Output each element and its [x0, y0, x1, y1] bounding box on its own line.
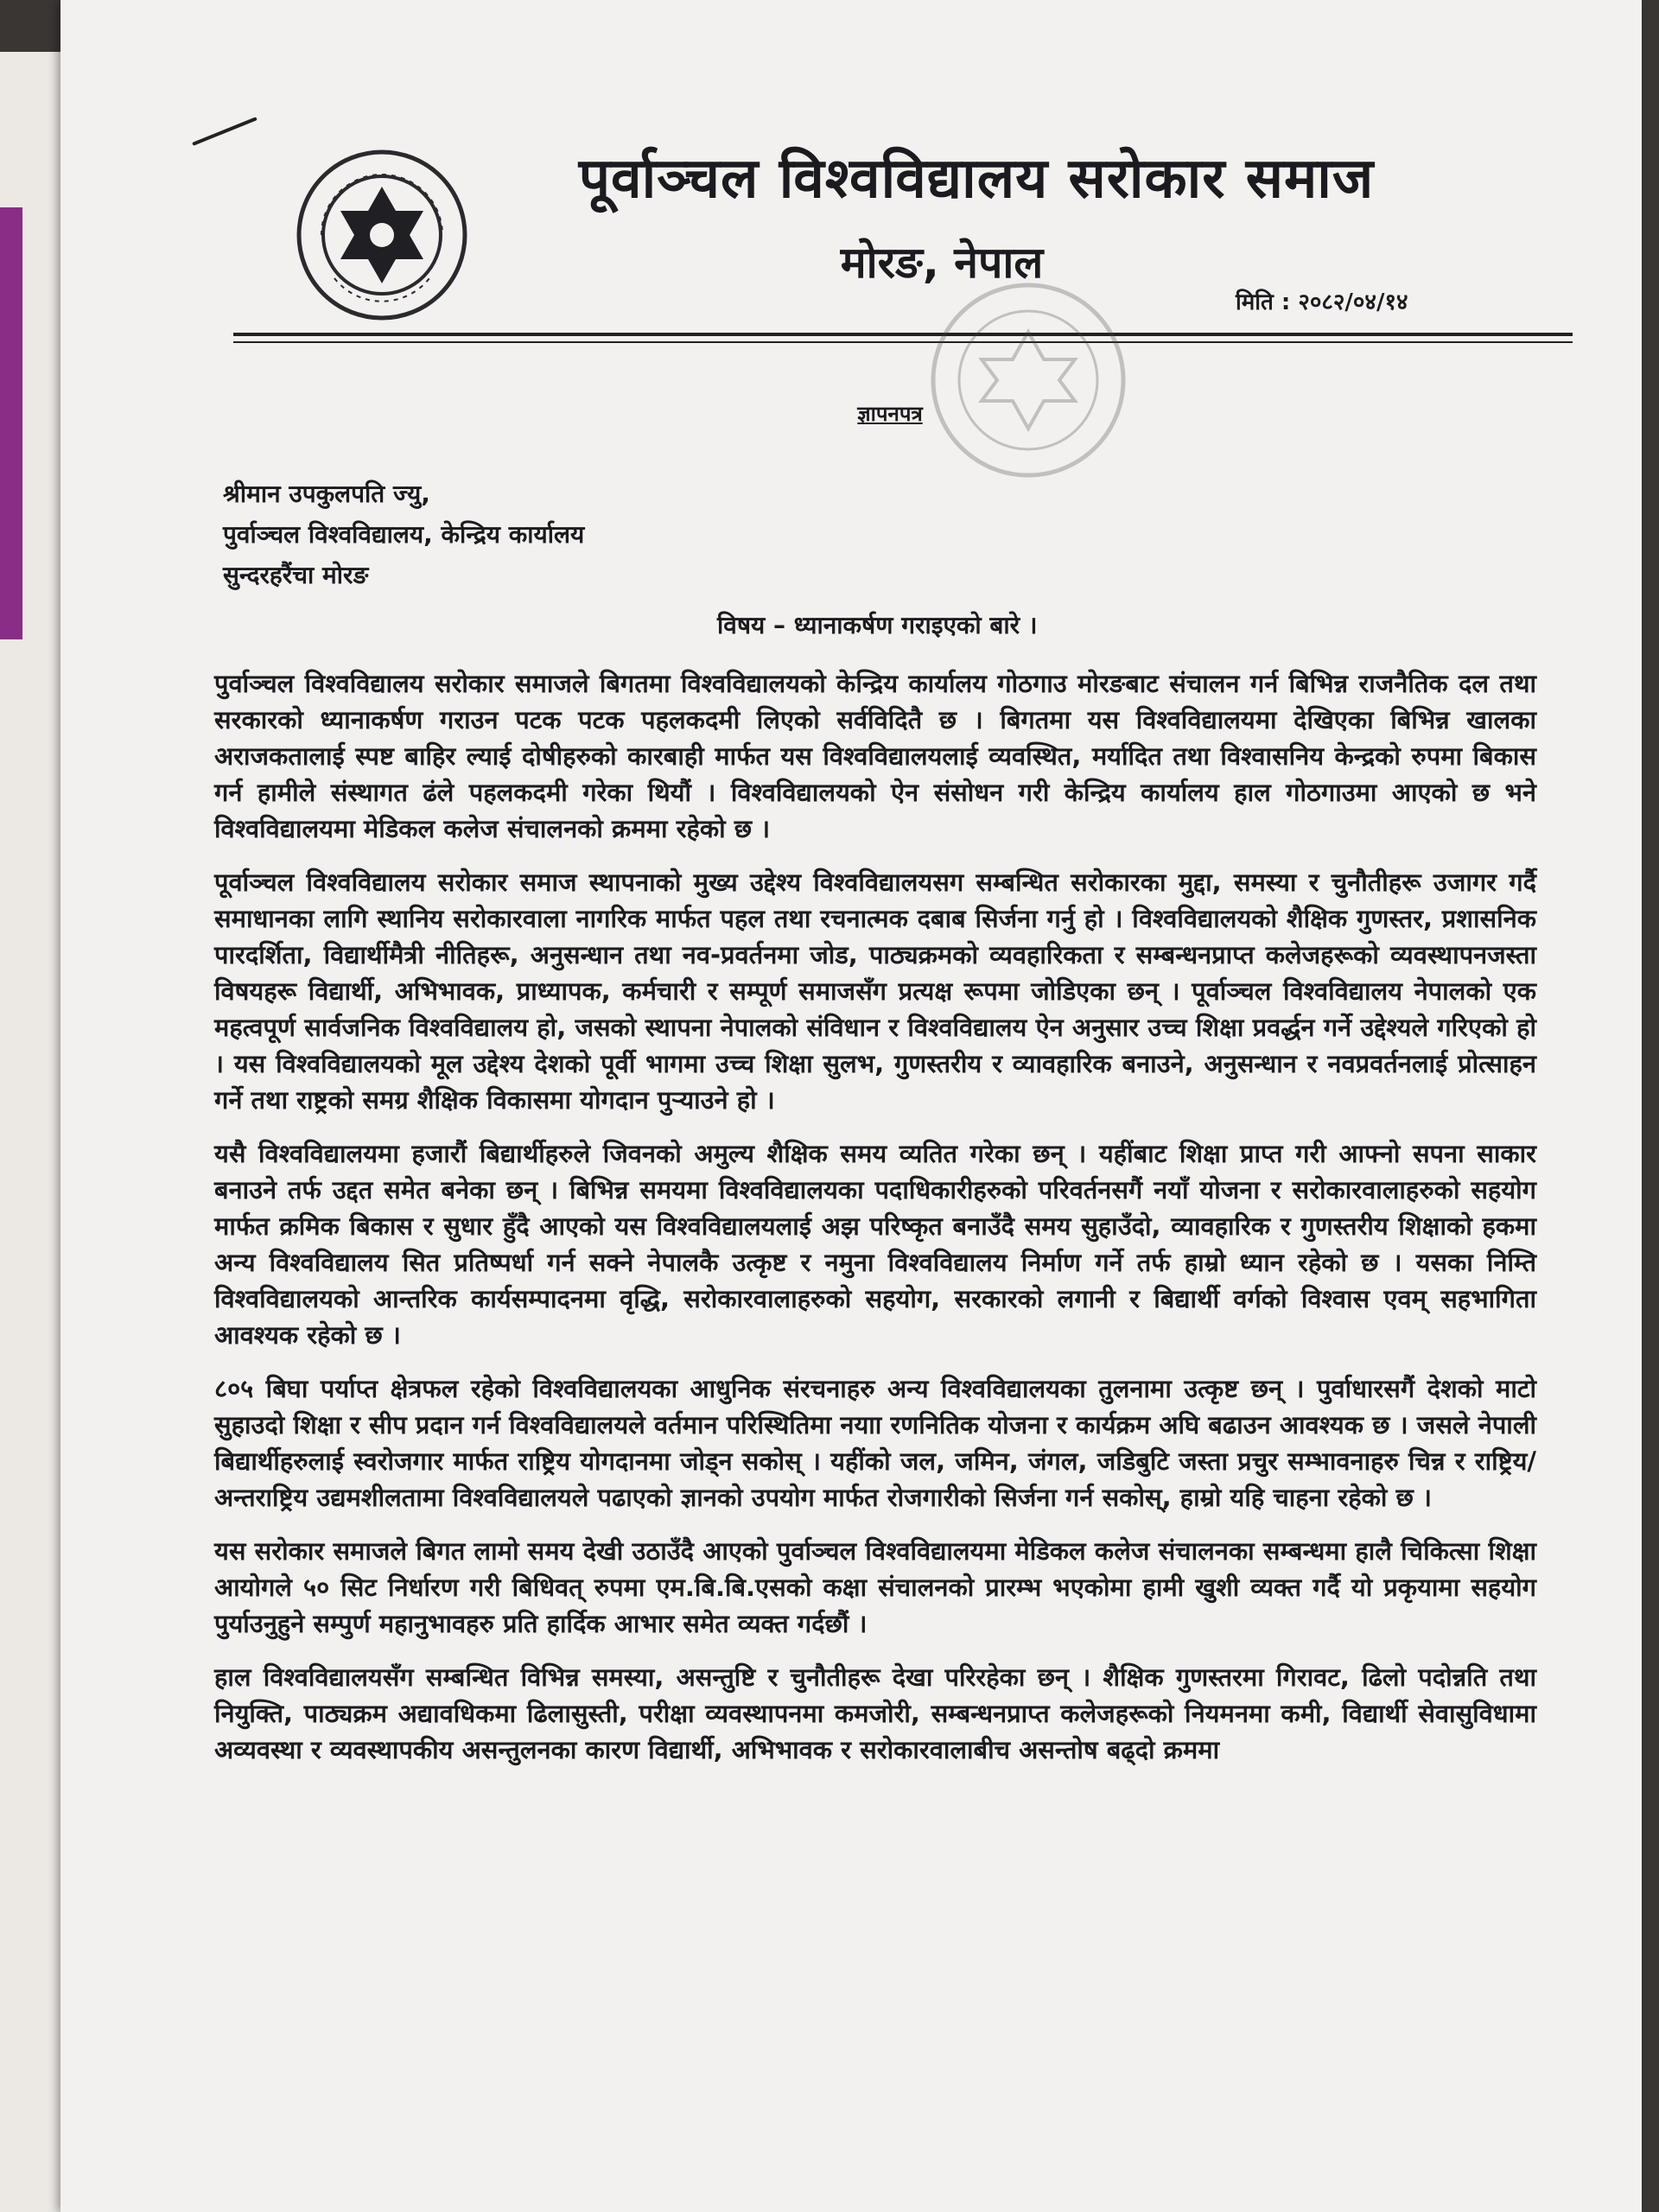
body-paragraph-1: पुर्वाञ्चल विश्वविद्यालय सरोकार समाजले बिगतमा विश्वविद्यालयको केन्द्रिय कार्यालय गोठगाउ मोरङबाट संचालन गर्न बिभिन्न राजनैतिक दल तथा सरकारको ध्यानाकर्षण गराउन पटक पटक पहलकदमी लिएको सर्वविदितै छ । बिगतमा यस विश्वविद्यालयमा देखिएका बिभिन्न खालका अराजकतालाई स्पष्ट बाहिर ल्याई दोषीहरुको कारबाही मार्फत यस विश्वविद्यालयलाई व्यवस्थित, मर्यादित तथा विश्वासनिय केन्द्रको रुपमा बिकास गर्न हामीले संस्थागत ढंले पहलकदमी गरेका थियौं । विश्वविद्यालयको ऐन संसोधन गरी केन्द्रिय कार्यालय हाल गोठगाउमा आएको छ भने विश्वविद्यालयमा मेडिकल कलेज संचालनको क्रममा रहेको छ ।: [214, 669, 1536, 843]
recipient-line-3: सुन्दरहरैंचा मोरङ: [223, 561, 369, 589]
document-title: ज्ञापनपत्र: [857, 402, 923, 426]
recipient-line-1: श्रीमान उपकुलपति ज्यु,: [223, 480, 430, 508]
letter-date: मिति : २०८२/०४/१४: [1236, 289, 1408, 315]
subject-line: विषय – ध्यानाकर्षण गराइएको बारे ।: [717, 611, 1038, 639]
letter-body: [214, 665, 1536, 1785]
faded-stamp: [925, 276, 1132, 484]
organization-location: मोरङ, नेपाल: [840, 238, 1044, 288]
body-paragraph-6: हाल विश्वविद्यालयसँग सम्बन्धित विभिन्न समस्या, असन्तुष्टि र चुनौतीहरू देखा परिरहेका छन् । शैक्षिक गुणस्तरमा गिरावट, ढिलो पदोन्नति तथा नियुक्ति, पाठ्यक्रम अद्यावधिकमा ढिलासुस्ती, परीक्षा व्यवस्थापनमा कमजोरी, सम्बन्धनप्राप्त कलेजहरूको नियमनमा कमी, विद्यार्थी सेवासुविधामा अव्यवस्था र व्यवस्थापकीय असन्तुलनका कारण विद्यार्थी, अभिभावक र सरोकारवालाबीच असन्तोष बढ्दो क्रममा: [214, 1662, 1536, 1764]
organization-name: पूर्वाञ्चल विश्वविद्यालय सरोकार समाज: [578, 147, 1375, 211]
letter-page: [60, 0, 1642, 2212]
body-paragraph-4: ८०५ बिघा पर्याप्त क्षेत्रफल रहेको विश्वविद्यालयका आधुनिक संरचनाहरु अन्य विश्वविद्यालयका तुलनामा उत्कृष्ट छन् । पुर्वाधारसगैं देशको माटो सुहाउदो शिक्षा र सीप प्रदान गर्न विश्वविद्यालयले वर्तमान परिस्थितिमा नयाा रणनितिक योजना र कार्यक्रम अघि बढाउन आवश्यक छ । जसले नेपाली बिद्यार्थीहरुलाई स्वरोजगार मार्फत राष्ट्रिय योगदानमा जोड्न सकोस् । यहींको जल, जमिन, जंगल, जडिबुटि जस्ता प्रचुर सम्भावनाहरु चिन्न र राष्ट्रिय/अन्तराष्ट्रिय उद्यमशीलतामा विश्वविद्यालयले पढाएको ज्ञानको उपयोग मार्फत रोजगारीको सिर्जना गर्न सकोस्, हाम्रो यहि चाहना रहेको छ ।: [214, 1374, 1536, 1512]
organization-seal-logo: [296, 149, 468, 321]
body-paragraph-2: पूर्वाञ्चल विश्वविद्यालय सरोकार समाज स्थापनाको मुख्य उद्देश्य विश्वविद्यालयसग सम्बन्धित सरोकारका मुद्दा, समस्या र चुनौतीहरू उजागर गर्दै समाधानका लागि स्थानिय सरोकारवाला नागरिक मार्फत पहल तथा रचनात्मक दबाब सिर्जना गर्नु हो । विश्वविद्यालयको शैक्षिक गुणस्तर, प्रशासनिक पारदर्शिता, विद्यार्थीमैत्री नीतिहरू, अनुसन्धान तथा नव-प्रवर्तनमा जोड, पाठ्यक्रमको व्यवहारिकता र सम्बन्धनप्राप्त कलेजहरूको व्यवस्थापनजस्ता विषयहरू विद्यार्थी, अभिभावक, प्राध्यापक, कर्मचारी र सम्पूर्ण समाजसँग प्रत्यक्ष रूपमा जोडिएका छन् । पूर्वाञ्चल विश्वविद्यालय नेपालको एक महत्वपूर्ण सार्वजनिक विश्वविद्यालय हो, जसको स्थापना नेपालको संविधान र विश्वविद्यालय ऐन अनुसार उच्च शिक्षा प्रवर्द्धन गर्ने उद्देश्यले गरिएको हो । यस विश्वविद्यालयको मूल उद्देश्य देशको पूर्वी भागमा उच्च शिक्षा सुलभ, गुणस्तरीय र व्यावहारिक बनाउने, अनुसन्धान र नवप्रवर्तनलाई प्रोत्साहन गर्ने तथा राष्ट्रको समग्र शैक्षिक विकासमा योगदान पुऱ्याउने हो ।: [214, 868, 1536, 1115]
recipient-address: [223, 474, 828, 595]
recipient-line-2: पुर्वाञ्चल विश्वविद्यालय, केन्द्रिय कार्यालय: [223, 520, 585, 549]
purple-folder-edge: [0, 207, 22, 639]
body-paragraph-3: यसै विश्वविद्यालयमा हजारौं बिद्यार्थीहरुले जिवनको अमुल्य शैक्षिक समय व्यतित गरेका छन् । यहींबाट शिक्षा प्राप्त गरी आफ्नो सपना साकार बनाउने तर्फ उद्दत समेत बनेका छन् । बिभिन्न समयमा विश्वविद्यालयका पदाधिकारीहरुको परिवर्तनसगैं नयाँ योजना र सरोकारवालाहरुको सहयोग मार्फत क्रमिक बिकास र सुधार हुँदै आएको यस विश्वविद्यालयलाई अझ परिष्कृत बनाउँदै समय सुहाउँदो, व्यावहारिक र गुणस्तरीय शिक्षाको हकमा अन्य विश्वविद्यालय सित प्रतिष्पर्धा गर्न सक्ने नेपालकै उत्कृष्ट र नमुना विश्वविद्यालय निर्माण गर्ने तर्फ हाम्रो ध्यान रहेको छ । यसका निम्ति विश्वविद्यालयको आन्तरिक कार्यसम्पादनमा वृद्धि, सरोकारवालाहरुको सहयोग, सरकारको लगानी र बिद्यार्थी वर्गको विश्वास एवम् सहभागिता आवश्यक रहेको छ ।: [214, 1139, 1536, 1350]
header-rule-thin: [233, 341, 1573, 343]
header-rule-thick: [233, 333, 1573, 336]
pen-mark: [192, 117, 257, 146]
body-paragraph-5: यस सरोकार समाजले बिगत लामो समय देखी उठाउँदै आएको पुर्वाञ्चल विश्वविद्यालयमा मेडिकल कलेज संचालनका सम्बन्धमा हालै चिकित्सा शिक्षा आयोगले ५० सिट निर्धारण गरी बिधिवत् रुपमा एम.बि.बि.एसको कक्षा संचालनको प्रारम्भ भएकोमा हामी खुशी व्यक्त गर्दै यो प्रकृयामा सहयोग पुर्याउनुहुने सम्पुर्ण महानुभावहरु प्रति हार्दिक आभार समेत व्यक्त गर्दछौं ।: [214, 1536, 1536, 1638]
